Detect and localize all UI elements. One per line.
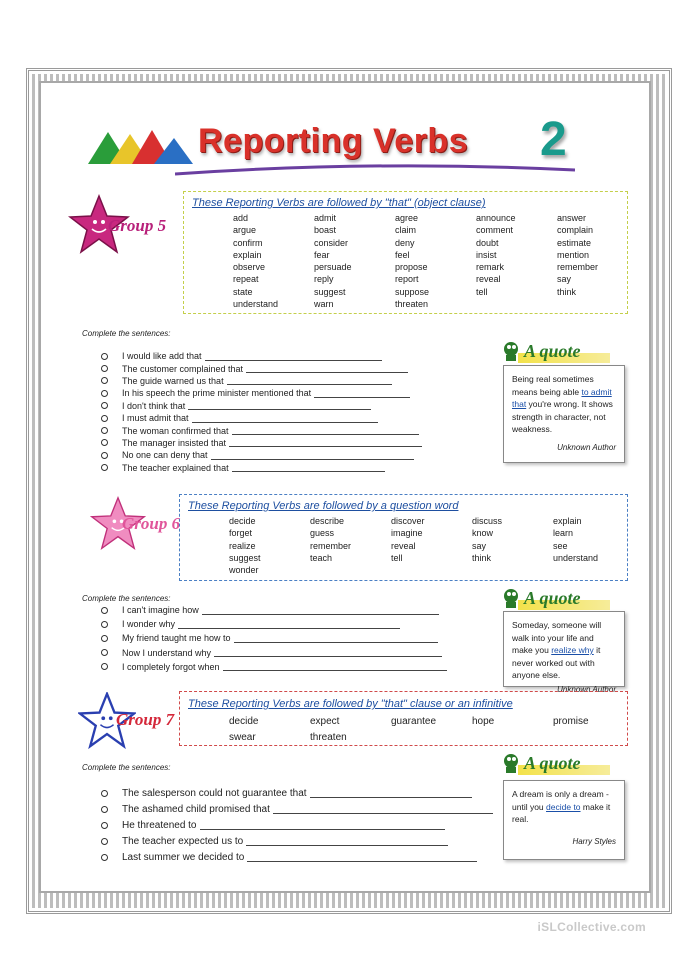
- sentence-item: [101, 375, 422, 387]
- bullet-icon: [101, 464, 108, 471]
- verb-item: complain: [557, 225, 594, 236]
- bullet-icon: [101, 838, 108, 845]
- sentence-prompt: No one can deny that: [122, 450, 208, 461]
- quote-header: [500, 587, 581, 609]
- verb-item: realize: [229, 540, 256, 551]
- verb-item: remember: [310, 540, 352, 551]
- sentence-item: [101, 362, 422, 374]
- verb-item: think: [472, 552, 492, 563]
- quote-heading: A quote: [524, 752, 581, 773]
- verb-item: tell: [476, 286, 488, 297]
- group-5-heading: These Reporting Verbs are followed by "that" (object clause): [192, 197, 486, 209]
- answer-blank[interactable]: [178, 620, 400, 629]
- group-7-verb-list: [229, 714, 623, 746]
- verb-item: doubt: [476, 237, 499, 248]
- group-7-heading: These Reporting Verbs are followed by "that" clause or an infinitive: [188, 698, 513, 710]
- verb-item: announce: [476, 213, 516, 223]
- verb-item: discover: [391, 516, 425, 526]
- bullet-icon: [101, 635, 108, 642]
- bullet-icon: [101, 377, 108, 384]
- verb-item: warn: [314, 299, 334, 310]
- verb-item: observe: [233, 262, 266, 273]
- verb-item: teach: [310, 552, 333, 563]
- quote-heading: A quote: [524, 587, 581, 608]
- verb-item: insist: [476, 249, 497, 260]
- sentence-item: [101, 801, 493, 817]
- quote-mascot-icon: [500, 340, 522, 362]
- sentence-prompt: I would like add that: [122, 351, 202, 362]
- bullet-icon: [101, 402, 108, 409]
- quote-text-after: you're wrong. It shows strength in character, not weakness.: [512, 399, 613, 434]
- verb-item: boast: [314, 225, 337, 236]
- sentence-prompt: I must admit that: [122, 413, 189, 424]
- verb-item: see: [553, 540, 568, 551]
- sentence-item: [101, 660, 447, 674]
- verb-item: learn: [553, 528, 574, 539]
- bullet-icon: [101, 790, 108, 797]
- quote-box: [503, 780, 625, 860]
- verb-item: reply: [314, 274, 334, 285]
- answer-blank[interactable]: [232, 463, 385, 472]
- sentence-item: [101, 350, 422, 362]
- verb-item: say: [472, 540, 487, 551]
- bullet-icon: [101, 452, 108, 459]
- quote-text-before: A dream is only a dream - until you: [512, 789, 609, 812]
- answer-blank[interactable]: [314, 389, 410, 398]
- answer-blank[interactable]: [247, 853, 477, 862]
- sentence-prompt: The teacher explained that: [122, 462, 229, 473]
- group-7-instructions: Complete the sentences:: [82, 763, 171, 772]
- quote-mascot-icon: [500, 587, 522, 609]
- sentence-item: [101, 785, 493, 801]
- title-underline: [175, 164, 575, 176]
- sentence-item: [101, 424, 422, 436]
- sentence-item: [101, 817, 493, 833]
- sentence-prompt: The salesperson could not guarantee that: [122, 787, 307, 799]
- quote-link[interactable]: decide to: [546, 801, 581, 812]
- group-6-label: Group 6: [122, 514, 181, 533]
- bullet-icon: [101, 427, 108, 434]
- verb-item: suppose: [395, 286, 430, 297]
- quote-header: [500, 340, 581, 362]
- sentence-item: [101, 412, 422, 424]
- sentence-prompt: The woman confirmed that: [122, 425, 229, 436]
- sentence-prompt: My friend taught me how to: [122, 633, 231, 644]
- verb-item: repeat: [233, 274, 259, 285]
- verb-item: guarantee: [391, 716, 437, 727]
- sentence-prompt: He threatened to: [122, 819, 197, 831]
- answer-blank[interactable]: [227, 376, 392, 385]
- answer-blank[interactable]: [192, 414, 378, 423]
- verb-item: describe: [310, 516, 345, 526]
- group-6-heading: These Reporting Verbs are followed by a question word: [188, 500, 459, 512]
- bullet-icon: [101, 415, 108, 422]
- sentence-item: [101, 387, 422, 399]
- bullet-icon: [101, 607, 108, 614]
- sentence-prompt: The guide warned us that: [122, 375, 224, 386]
- verb-item: threaten: [310, 732, 347, 743]
- verb-item: think: [557, 286, 577, 297]
- verb-item: argue: [233, 225, 257, 236]
- sentence-prompt: The ashamed child promised that: [122, 803, 270, 815]
- sentence-prompt: I wonder why: [122, 619, 176, 630]
- verb-item: reveal: [476, 274, 501, 285]
- verb-item: explain: [553, 516, 582, 526]
- bullet-icon: [101, 822, 108, 829]
- sentence-item: [101, 617, 447, 631]
- bullet-icon: [101, 854, 108, 861]
- bullet-icon: [101, 663, 108, 670]
- quote-box: [503, 611, 625, 694]
- sentence-prompt: I can't imagine how: [122, 605, 199, 616]
- verb-item: expect: [310, 716, 340, 727]
- verb-item: estimate: [557, 237, 592, 248]
- bullet-icon: [101, 806, 108, 813]
- quote-link[interactable]: realize why: [551, 645, 594, 655]
- verb-item: propose: [395, 262, 428, 273]
- verb-item: feel: [395, 249, 410, 260]
- sentence-item: [101, 603, 447, 617]
- verb-item: tell: [391, 552, 403, 563]
- group-6-instructions: Complete the sentences:: [82, 594, 171, 603]
- group-6-verb-list: [229, 515, 623, 576]
- quote-author: Unknown Author: [557, 684, 616, 694]
- verb-item: remark: [476, 262, 505, 273]
- sentence-item: [101, 462, 422, 474]
- verb-item: decide: [229, 716, 259, 727]
- verb-item: comment: [476, 225, 514, 236]
- verb-item: understand: [553, 552, 599, 563]
- answer-blank[interactable]: [246, 364, 408, 373]
- answer-blank[interactable]: [229, 438, 422, 447]
- verb-item: confirm: [233, 237, 263, 248]
- verb-item: deny: [395, 237, 415, 248]
- quote-text-after: make it real.: [512, 801, 611, 824]
- verb-item: say: [557, 274, 572, 285]
- verb-item: mention: [557, 249, 590, 260]
- page-number: 2: [540, 113, 567, 166]
- group-6-sentences: [101, 603, 447, 674]
- verb-item: claim: [395, 225, 417, 236]
- verb-item: hope: [472, 716, 495, 727]
- quote-author: Harry Styles: [572, 836, 616, 846]
- group-5-sentences: [101, 350, 422, 474]
- verb-item: reveal: [391, 540, 416, 551]
- bullet-icon: [101, 439, 108, 446]
- sentence-prompt: The teacher expected us to: [122, 835, 244, 847]
- site-watermark: iSLCollective.com: [537, 920, 646, 934]
- bullet-icon: [101, 353, 108, 360]
- verb-item: agree: [395, 213, 419, 223]
- verb-item: know: [472, 528, 494, 539]
- verb-item: persuade: [314, 262, 352, 273]
- group-5-label: Group 5: [108, 216, 167, 235]
- verb-item: forget: [229, 528, 253, 539]
- verb-item: suggest: [314, 286, 346, 297]
- verb-item: state: [233, 286, 253, 297]
- verb-item: imagine: [391, 528, 423, 539]
- group-5-verb-list: [233, 212, 627, 310]
- answer-blank[interactable]: [205, 352, 382, 361]
- verb-item: add: [233, 213, 249, 223]
- quote-header: [500, 752, 581, 774]
- verb-item: suggest: [229, 552, 261, 563]
- sentence-item: [101, 833, 493, 849]
- quote-link[interactable]: to admit that: [512, 386, 612, 409]
- answer-blank[interactable]: [223, 662, 447, 671]
- answer-blank[interactable]: [234, 634, 438, 643]
- answer-blank[interactable]: [232, 426, 419, 435]
- answer-blank[interactable]: [214, 648, 442, 657]
- quote-text-before: Someday, someone will walk into your life and make you: [512, 620, 602, 655]
- answer-blank[interactable]: [246, 837, 448, 846]
- answer-blank[interactable]: [202, 606, 439, 615]
- sentence-item: [101, 400, 422, 412]
- sentence-item: [101, 437, 422, 449]
- answer-blank[interactable]: [310, 789, 472, 798]
- quote-text-before: Being real sometimes means being able: [512, 374, 594, 397]
- answer-blank[interactable]: [211, 451, 414, 460]
- answer-blank[interactable]: [188, 401, 371, 410]
- verb-item: report: [395, 274, 419, 285]
- verb-item: explain: [233, 249, 262, 260]
- verb-item: answer: [557, 213, 587, 223]
- sentence-item: [101, 849, 493, 865]
- bullet-icon: [101, 390, 108, 397]
- verb-item: threaten: [395, 299, 429, 310]
- group-5-instructions: Complete the sentences:: [82, 329, 171, 338]
- quote-text-after: it never worked out with anyone else.: [512, 645, 601, 680]
- verb-item: admit: [314, 213, 337, 223]
- verb-item: understand: [233, 299, 279, 310]
- verb-item: decide: [229, 516, 256, 526]
- bullet-icon: [101, 365, 108, 372]
- verb-item: consider: [314, 237, 349, 248]
- sentence-prompt: In his speech the prime minister mentioned that: [122, 388, 312, 399]
- quote-mascot-icon: [500, 752, 522, 774]
- group-7-label: Group 7: [116, 710, 175, 729]
- bullet-icon: [101, 621, 108, 628]
- quote-box: [503, 365, 625, 463]
- answer-blank[interactable]: [273, 805, 493, 814]
- quote-author: Unknown Author: [557, 442, 616, 452]
- sentence-prompt: I completely forgot when: [122, 661, 220, 672]
- sentence-prompt: Now I understand why: [122, 647, 212, 658]
- verb-item: wonder: [229, 565, 259, 576]
- sentence-prompt: Last summer we decided to: [122, 851, 245, 863]
- verb-item: discuss: [472, 516, 503, 526]
- quote-heading: A quote: [524, 340, 581, 361]
- page-title: Reporting Verbs: [198, 122, 469, 160]
- answer-blank[interactable]: [200, 821, 445, 830]
- verb-item: promise: [553, 716, 589, 727]
- verb-item: remember: [557, 262, 599, 273]
- sentence-prompt: I don't think that: [122, 400, 186, 411]
- verb-item: guess: [310, 528, 335, 539]
- sentence-prompt: The manager insisted that: [122, 437, 227, 448]
- verb-item: swear: [229, 732, 256, 743]
- sentence-item: [101, 631, 447, 645]
- bullet-icon: [101, 649, 108, 656]
- sentence-item: [101, 449, 422, 461]
- verb-item: fear: [314, 249, 330, 260]
- sentence-prompt: The customer complained that: [122, 363, 244, 374]
- sentence-item: [101, 646, 447, 660]
- group-7-sentences: [101, 785, 493, 865]
